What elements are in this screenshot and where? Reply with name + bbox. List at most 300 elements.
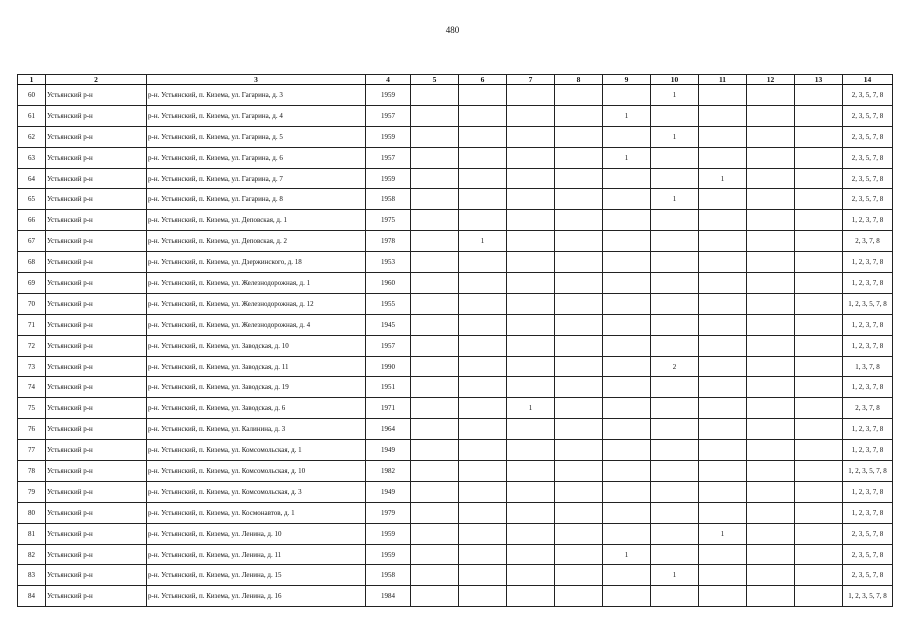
district-cell: Устьянский р-н xyxy=(46,126,147,147)
col8-cell xyxy=(555,168,603,189)
col9-cell xyxy=(603,586,651,607)
table-row xyxy=(18,461,893,482)
col9-cell xyxy=(603,356,651,377)
col13-cell xyxy=(795,126,843,147)
col9-cell xyxy=(603,461,651,482)
district-cell: Устьянский р-н xyxy=(46,586,147,607)
col10-cell: 1 xyxy=(651,126,699,147)
col9-cell xyxy=(603,502,651,523)
table-row xyxy=(18,335,893,356)
codes-cell: 1, 2, 3, 7, 8 xyxy=(843,440,893,461)
col8-cell xyxy=(555,461,603,482)
col7-cell: 1 xyxy=(507,398,555,419)
col6-cell xyxy=(459,85,507,106)
col9-cell xyxy=(603,252,651,273)
year-cell: 1949 xyxy=(366,440,411,461)
year-cell: 1951 xyxy=(366,377,411,398)
codes-cell: 1, 2, 3, 7, 8 xyxy=(843,419,893,440)
district-cell: Устьянский р-н xyxy=(46,461,147,482)
codes-cell: 1, 2, 3, 7, 8 xyxy=(843,335,893,356)
col5-cell xyxy=(411,419,459,440)
col11-cell xyxy=(699,273,747,294)
col12-cell xyxy=(747,314,795,335)
col12-cell xyxy=(747,523,795,544)
year-cell: 1955 xyxy=(366,293,411,314)
col7-cell xyxy=(507,314,555,335)
district-cell: Устьянский р-н xyxy=(46,105,147,126)
col10-cell xyxy=(651,440,699,461)
year-cell: 1949 xyxy=(366,481,411,502)
col11-cell xyxy=(699,314,747,335)
col13-cell xyxy=(795,398,843,419)
year-cell: 1984 xyxy=(366,586,411,607)
col7-cell xyxy=(507,147,555,168)
col10-cell xyxy=(651,293,699,314)
col13-cell xyxy=(795,502,843,523)
col8-cell xyxy=(555,252,603,273)
col11-cell xyxy=(699,252,747,273)
district-cell: Устьянский р-н xyxy=(46,210,147,231)
codes-cell: 2, 3, 5, 7, 8 xyxy=(843,565,893,586)
col6-cell xyxy=(459,377,507,398)
col7-cell xyxy=(507,356,555,377)
col7-cell xyxy=(507,210,555,231)
address-cell: р-н. Устьянский, п. Кизема, ул. Ленина, д. 11 xyxy=(147,544,366,565)
col11-cell xyxy=(699,335,747,356)
column-header-5: 5 xyxy=(411,75,459,85)
col10-cell xyxy=(651,105,699,126)
col5-cell xyxy=(411,440,459,461)
table-row xyxy=(18,356,893,377)
col10-cell xyxy=(651,502,699,523)
table-row xyxy=(18,419,893,440)
col13-cell xyxy=(795,356,843,377)
col6-cell xyxy=(459,461,507,482)
col9-cell xyxy=(603,398,651,419)
col10-cell xyxy=(651,586,699,607)
col5-cell xyxy=(411,377,459,398)
table-row xyxy=(18,523,893,544)
address-cell: р-н. Устьянский, п. Кизема, ул. Железнодорожная, д. 12 xyxy=(147,293,366,314)
district-cell: Устьянский р-н xyxy=(46,544,147,565)
col13-cell xyxy=(795,335,843,356)
column-header-1: 1 xyxy=(18,75,46,85)
col6-cell xyxy=(459,252,507,273)
table-row xyxy=(18,398,893,419)
col8-cell xyxy=(555,440,603,461)
col13-cell xyxy=(795,189,843,210)
col9-cell xyxy=(603,273,651,294)
table-row xyxy=(18,126,893,147)
row-number-cell: 60 xyxy=(18,85,46,106)
col13-cell xyxy=(795,481,843,502)
col11-cell xyxy=(699,231,747,252)
col13-cell xyxy=(795,565,843,586)
table-row xyxy=(18,586,893,607)
address-cell: р-н. Устьянский, п. Кизема, ул. Калинина, д. 3 xyxy=(147,419,366,440)
col5-cell xyxy=(411,252,459,273)
district-cell: Устьянский р-н xyxy=(46,293,147,314)
address-cell: р-н. Устьянский, п. Кизема, ул. Заводская, д. 10 xyxy=(147,335,366,356)
col12-cell xyxy=(747,189,795,210)
col6-cell xyxy=(459,105,507,126)
col7-cell xyxy=(507,440,555,461)
col7-cell xyxy=(507,502,555,523)
col6-cell xyxy=(459,126,507,147)
col5-cell xyxy=(411,314,459,335)
col6-cell xyxy=(459,419,507,440)
col8-cell xyxy=(555,335,603,356)
column-header-4: 4 xyxy=(366,75,411,85)
table-row xyxy=(18,440,893,461)
col8-cell xyxy=(555,293,603,314)
district-cell: Устьянский р-н xyxy=(46,502,147,523)
district-cell: Устьянский р-н xyxy=(46,231,147,252)
col12-cell xyxy=(747,105,795,126)
col10-cell xyxy=(651,231,699,252)
col11-cell xyxy=(699,419,747,440)
address-cell: р-н. Устьянский, п. Кизема, ул. Дзержинского, д. 18 xyxy=(147,252,366,273)
year-cell: 1959 xyxy=(366,523,411,544)
address-cell: р-н. Устьянский, п. Кизема, ул. Гагарина, д. 5 xyxy=(147,126,366,147)
col13-cell xyxy=(795,523,843,544)
address-cell: р-н. Устьянский, п. Кизема, ул. Гагарина, д. 3 xyxy=(147,85,366,106)
column-header-10: 10 xyxy=(651,75,699,85)
table-row xyxy=(18,210,893,231)
col8-cell xyxy=(555,231,603,252)
year-cell: 1957 xyxy=(366,105,411,126)
col7-cell xyxy=(507,85,555,106)
codes-cell: 1, 2, 3, 5, 7, 8 xyxy=(843,586,893,607)
col12-cell xyxy=(747,586,795,607)
row-number-cell: 72 xyxy=(18,335,46,356)
col13-cell xyxy=(795,147,843,168)
col9-cell xyxy=(603,419,651,440)
col12-cell xyxy=(747,335,795,356)
col9-cell: 1 xyxy=(603,147,651,168)
year-cell: 1979 xyxy=(366,502,411,523)
col10-cell: 2 xyxy=(651,356,699,377)
col13-cell xyxy=(795,586,843,607)
col5-cell xyxy=(411,523,459,544)
address-cell: р-н. Устьянский, п. Кизема, ул. Деповская, д. 1 xyxy=(147,210,366,231)
col8-cell xyxy=(555,502,603,523)
col10-cell xyxy=(651,314,699,335)
col6-cell xyxy=(459,481,507,502)
col6-cell xyxy=(459,293,507,314)
district-cell: Устьянский р-н xyxy=(46,440,147,461)
row-number-cell: 84 xyxy=(18,586,46,607)
col5-cell xyxy=(411,105,459,126)
col5-cell xyxy=(411,189,459,210)
table-row xyxy=(18,189,893,210)
col12-cell xyxy=(747,293,795,314)
table-row xyxy=(18,293,893,314)
row-number-cell: 64 xyxy=(18,168,46,189)
col11-cell xyxy=(699,189,747,210)
col10-cell xyxy=(651,168,699,189)
col6-cell xyxy=(459,398,507,419)
row-number-cell: 77 xyxy=(18,440,46,461)
col9-cell xyxy=(603,189,651,210)
col6-cell xyxy=(459,356,507,377)
row-number-cell: 66 xyxy=(18,210,46,231)
col8-cell xyxy=(555,126,603,147)
table-row xyxy=(18,147,893,168)
codes-cell: 1, 3, 7, 8 xyxy=(843,356,893,377)
district-cell: Устьянский р-н xyxy=(46,398,147,419)
col12-cell xyxy=(747,126,795,147)
row-number-cell: 63 xyxy=(18,147,46,168)
col7-cell xyxy=(507,252,555,273)
col7-cell xyxy=(507,377,555,398)
col11-cell xyxy=(699,440,747,461)
col8-cell xyxy=(555,544,603,565)
address-cell: р-н. Устьянский, п. Кизема, ул. Космонавтов, д. 1 xyxy=(147,502,366,523)
col10-cell xyxy=(651,252,699,273)
column-header-11: 11 xyxy=(699,75,747,85)
district-cell: Устьянский р-н xyxy=(46,147,147,168)
col9-cell xyxy=(603,481,651,502)
col13-cell xyxy=(795,210,843,231)
year-cell: 1945 xyxy=(366,314,411,335)
address-cell: р-н. Устьянский, п. Кизема, ул. Комсомольская, д. 1 xyxy=(147,440,366,461)
table-row xyxy=(18,273,893,294)
col13-cell xyxy=(795,273,843,294)
col12-cell xyxy=(747,356,795,377)
col11-cell xyxy=(699,502,747,523)
col8-cell xyxy=(555,586,603,607)
col8-cell xyxy=(555,377,603,398)
col10-cell xyxy=(651,481,699,502)
year-cell: 1990 xyxy=(366,356,411,377)
column-header-2: 2 xyxy=(46,75,147,85)
col6-cell xyxy=(459,314,507,335)
codes-cell: 1, 2, 3, 7, 8 xyxy=(843,314,893,335)
col12-cell xyxy=(747,544,795,565)
col11-cell xyxy=(699,377,747,398)
col8-cell xyxy=(555,189,603,210)
col11-cell xyxy=(699,481,747,502)
page-number: 480 xyxy=(445,25,460,35)
col12-cell xyxy=(747,168,795,189)
address-cell: р-н. Устьянский, п. Кизема, ул. Ленина, д. 15 xyxy=(147,565,366,586)
table-row xyxy=(18,377,893,398)
codes-cell: 1, 2, 3, 7, 8 xyxy=(843,481,893,502)
col11-cell: 1 xyxy=(699,523,747,544)
col11-cell xyxy=(699,544,747,565)
col7-cell xyxy=(507,523,555,544)
col10-cell: 1 xyxy=(651,565,699,586)
address-cell: р-н. Устьянский, п. Кизема, ул. Заводская, д. 6 xyxy=(147,398,366,419)
col6-cell xyxy=(459,189,507,210)
address-cell: р-н. Устьянский, п. Кизема, ул. Ленина, д. 16 xyxy=(147,586,366,607)
col6-cell xyxy=(459,440,507,461)
table-row xyxy=(18,231,893,252)
col5-cell xyxy=(411,335,459,356)
table-row xyxy=(18,481,893,502)
col7-cell xyxy=(507,189,555,210)
row-number-cell: 81 xyxy=(18,523,46,544)
col13-cell xyxy=(795,231,843,252)
col8-cell xyxy=(555,419,603,440)
codes-cell: 2, 3, 5, 7, 8 xyxy=(843,544,893,565)
col8-cell xyxy=(555,356,603,377)
column-header-9: 9 xyxy=(603,75,651,85)
col8-cell xyxy=(555,273,603,294)
col10-cell: 1 xyxy=(651,85,699,106)
col9-cell xyxy=(603,168,651,189)
col11-cell xyxy=(699,147,747,168)
row-number-cell: 76 xyxy=(18,419,46,440)
col6-cell: 1 xyxy=(459,231,507,252)
col10-cell xyxy=(651,273,699,294)
col7-cell xyxy=(507,586,555,607)
col12-cell xyxy=(747,502,795,523)
col7-cell xyxy=(507,273,555,294)
row-number-cell: 74 xyxy=(18,377,46,398)
col7-cell xyxy=(507,293,555,314)
col9-cell xyxy=(603,126,651,147)
year-cell: 1958 xyxy=(366,189,411,210)
codes-cell: 2, 3, 5, 7, 8 xyxy=(843,126,893,147)
col13-cell xyxy=(795,461,843,482)
table-row xyxy=(18,105,893,126)
col12-cell xyxy=(747,252,795,273)
year-cell: 1959 xyxy=(366,126,411,147)
col5-cell xyxy=(411,586,459,607)
codes-cell: 1, 2, 3, 5, 7, 8 xyxy=(843,461,893,482)
row-number-cell: 68 xyxy=(18,252,46,273)
col11-cell xyxy=(699,210,747,231)
col8-cell xyxy=(555,481,603,502)
col13-cell xyxy=(795,314,843,335)
col11-cell xyxy=(699,586,747,607)
col11-cell xyxy=(699,461,747,482)
table-body xyxy=(18,85,893,607)
codes-cell: 2, 3, 5, 7, 8 xyxy=(843,523,893,544)
col11-cell xyxy=(699,565,747,586)
col8-cell xyxy=(555,398,603,419)
address-cell: р-н. Устьянский, п. Кизема, ул. Железнодорожная, д. 4 xyxy=(147,314,366,335)
table-row xyxy=(18,502,893,523)
col8-cell xyxy=(555,314,603,335)
col10-cell xyxy=(651,210,699,231)
district-cell: Устьянский р-н xyxy=(46,356,147,377)
housing-table xyxy=(17,74,893,607)
col13-cell xyxy=(795,440,843,461)
row-number-cell: 69 xyxy=(18,273,46,294)
district-cell: Устьянский р-н xyxy=(46,335,147,356)
col11-cell xyxy=(699,126,747,147)
col9-cell xyxy=(603,440,651,461)
col5-cell xyxy=(411,85,459,106)
row-number-cell: 61 xyxy=(18,105,46,126)
row-number-cell: 78 xyxy=(18,461,46,482)
col10-cell: 1 xyxy=(651,189,699,210)
col5-cell xyxy=(411,544,459,565)
column-header-6: 6 xyxy=(459,75,507,85)
col8-cell xyxy=(555,523,603,544)
col12-cell xyxy=(747,210,795,231)
col7-cell xyxy=(507,419,555,440)
address-cell: р-н. Устьянский, п. Кизема, ул. Комсомольская, д. 3 xyxy=(147,481,366,502)
column-header-13: 13 xyxy=(795,75,843,85)
col7-cell xyxy=(507,565,555,586)
col13-cell xyxy=(795,377,843,398)
district-cell: Устьянский р-н xyxy=(46,419,147,440)
year-cell: 1971 xyxy=(366,398,411,419)
district-cell: Устьянский р-н xyxy=(46,252,147,273)
codes-cell: 1, 2, 3, 7, 8 xyxy=(843,377,893,398)
row-number-cell: 65 xyxy=(18,189,46,210)
address-cell: р-н. Устьянский, п. Кизема, ул. Ленина, д. 10 xyxy=(147,523,366,544)
codes-cell: 2, 3, 5, 7, 8 xyxy=(843,85,893,106)
col5-cell xyxy=(411,273,459,294)
col5-cell xyxy=(411,481,459,502)
year-cell: 1964 xyxy=(366,419,411,440)
col10-cell xyxy=(651,419,699,440)
district-cell: Устьянский р-н xyxy=(46,377,147,398)
col6-cell xyxy=(459,210,507,231)
address-cell: р-н. Устьянский, п. Кизема, ул. Комсомольская, д. 10 xyxy=(147,461,366,482)
col7-cell xyxy=(507,544,555,565)
col5-cell xyxy=(411,147,459,168)
table-row xyxy=(18,168,893,189)
col6-cell xyxy=(459,335,507,356)
row-number-cell: 83 xyxy=(18,565,46,586)
codes-cell: 1, 2, 3, 7, 8 xyxy=(843,273,893,294)
col12-cell xyxy=(747,461,795,482)
codes-cell: 1, 2, 3, 7, 8 xyxy=(843,502,893,523)
col11-cell xyxy=(699,293,747,314)
col10-cell xyxy=(651,147,699,168)
col13-cell xyxy=(795,168,843,189)
year-cell: 1959 xyxy=(366,544,411,565)
codes-cell: 1, 2, 3, 7, 8 xyxy=(843,252,893,273)
row-number-cell: 70 xyxy=(18,293,46,314)
table-row xyxy=(18,544,893,565)
col5-cell xyxy=(411,168,459,189)
col9-cell xyxy=(603,314,651,335)
codes-cell: 2, 3, 5, 7, 8 xyxy=(843,147,893,168)
table-row xyxy=(18,85,893,106)
codes-cell: 1, 2, 3, 7, 8 xyxy=(843,210,893,231)
year-cell: 1959 xyxy=(366,85,411,106)
col11-cell xyxy=(699,356,747,377)
column-header-7: 7 xyxy=(507,75,555,85)
col9-cell xyxy=(603,231,651,252)
address-cell: р-н. Устьянский, п. Кизема, ул. Гагарина, д. 6 xyxy=(147,147,366,168)
row-number-cell: 71 xyxy=(18,314,46,335)
col10-cell xyxy=(651,544,699,565)
col5-cell xyxy=(411,398,459,419)
col5-cell xyxy=(411,126,459,147)
col13-cell xyxy=(795,419,843,440)
codes-cell: 2, 3, 7, 8 xyxy=(843,398,893,419)
col12-cell xyxy=(747,419,795,440)
col13-cell xyxy=(795,293,843,314)
col7-cell xyxy=(507,168,555,189)
col13-cell xyxy=(795,85,843,106)
col8-cell xyxy=(555,210,603,231)
col10-cell xyxy=(651,377,699,398)
address-cell: р-н. Устьянский, п. Кизема, ул. Гагарина, д. 8 xyxy=(147,189,366,210)
col12-cell xyxy=(747,85,795,106)
col7-cell xyxy=(507,105,555,126)
row-number-cell: 80 xyxy=(18,502,46,523)
col12-cell xyxy=(747,440,795,461)
